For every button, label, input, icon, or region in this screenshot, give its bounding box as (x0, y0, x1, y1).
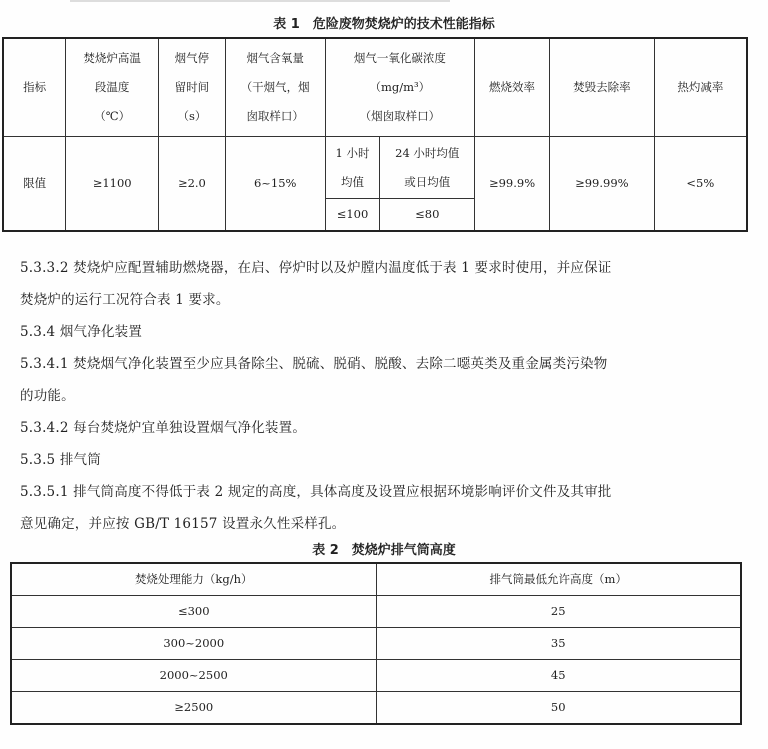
header-capacity: 焚烧处理能力（kg/h） (11, 563, 376, 596)
co-24h-value: ≤80 (380, 199, 475, 231)
table-row: 2000~2500 45 (11, 660, 741, 692)
value-loss-on-ignition: <5% (654, 137, 747, 231)
value-oxygen: 6~15% (225, 137, 325, 231)
section-heading: 5.3.4 烟气净化装置 (20, 324, 143, 340)
table-row: ≤300 25 (11, 596, 741, 628)
row-label: 限值 (3, 137, 66, 231)
paragraph: 5.3.4.2 每台焚烧炉宜单独设置烟气净化装置。 (20, 420, 307, 436)
section-heading: 5.3.5 排气筒 (20, 452, 101, 468)
paragraph: 5.3.3.2 焚烧炉应配置辅助燃烧器，在启、停炉时以及炉膛内温度低于表 1 要求时使用，并应保证 (20, 260, 612, 276)
table-row: 300~2000 35 (11, 628, 741, 660)
table1-caption: 表 1 危险废物焚烧炉的技术性能指标 (273, 17, 495, 32)
header-oxygen: 烟气含氧量 （干烟气，烟 囱取样口） (225, 38, 325, 137)
co-1h-label: 1 小时 均值 (325, 137, 380, 199)
table1 (2, 37, 748, 232)
value-temperature: ≥1100 (66, 137, 159, 231)
paragraph: 5.3.4.1 焚烧烟气净化装置至少应具备除尘、脱硫、脱硝、脱酸、去除二噁英类及重金属类污染物 (20, 356, 608, 372)
paragraph: 焚烧炉的运行工况符合表 1 要求。 (20, 292, 230, 308)
header-destruction-rate: 焚毁去除率 (549, 38, 654, 137)
co-1h-value: ≤100 (325, 199, 380, 231)
value-residence-time: ≥2.0 (159, 137, 226, 231)
table2 (10, 562, 742, 725)
paragraph: 意见确定，并应按 GB/T 16157 设置永久性采样孔。 (20, 516, 346, 532)
header-temperature: 焚烧炉高温 段温度 （℃） (66, 38, 159, 137)
cropped-text-line (70, 0, 450, 2)
table-row: ≥2500 50 (11, 692, 741, 725)
value-destruction-rate: ≥99.99% (549, 137, 654, 231)
paragraph: 5.3.5.1 排气筒高度不得低于表 2 规定的高度，具体高度及设置应根据环境影响评价文件及其审批 (20, 484, 612, 500)
header-indicator: 指标 (3, 38, 66, 137)
header-loss-on-ignition: 热灼减率 (654, 38, 747, 137)
table2-caption: 表 2 焚烧炉排气筒高度 (312, 543, 456, 558)
header-co: 烟气一氧化碳浓度 （mg/m³） （烟囱取样口） (325, 38, 475, 137)
paragraph: 的功能。 (20, 388, 75, 404)
header-min-height: 排气筒最低允许高度（m） (376, 563, 741, 596)
value-combustion-efficiency: ≥99.9% (475, 137, 550, 231)
co-24h-label: 24 小时均值 或日均值 (380, 137, 475, 199)
header-combustion-efficiency: 燃烧效率 (475, 38, 550, 137)
header-residence-time: 烟气停 留时间 （s） (159, 38, 226, 137)
